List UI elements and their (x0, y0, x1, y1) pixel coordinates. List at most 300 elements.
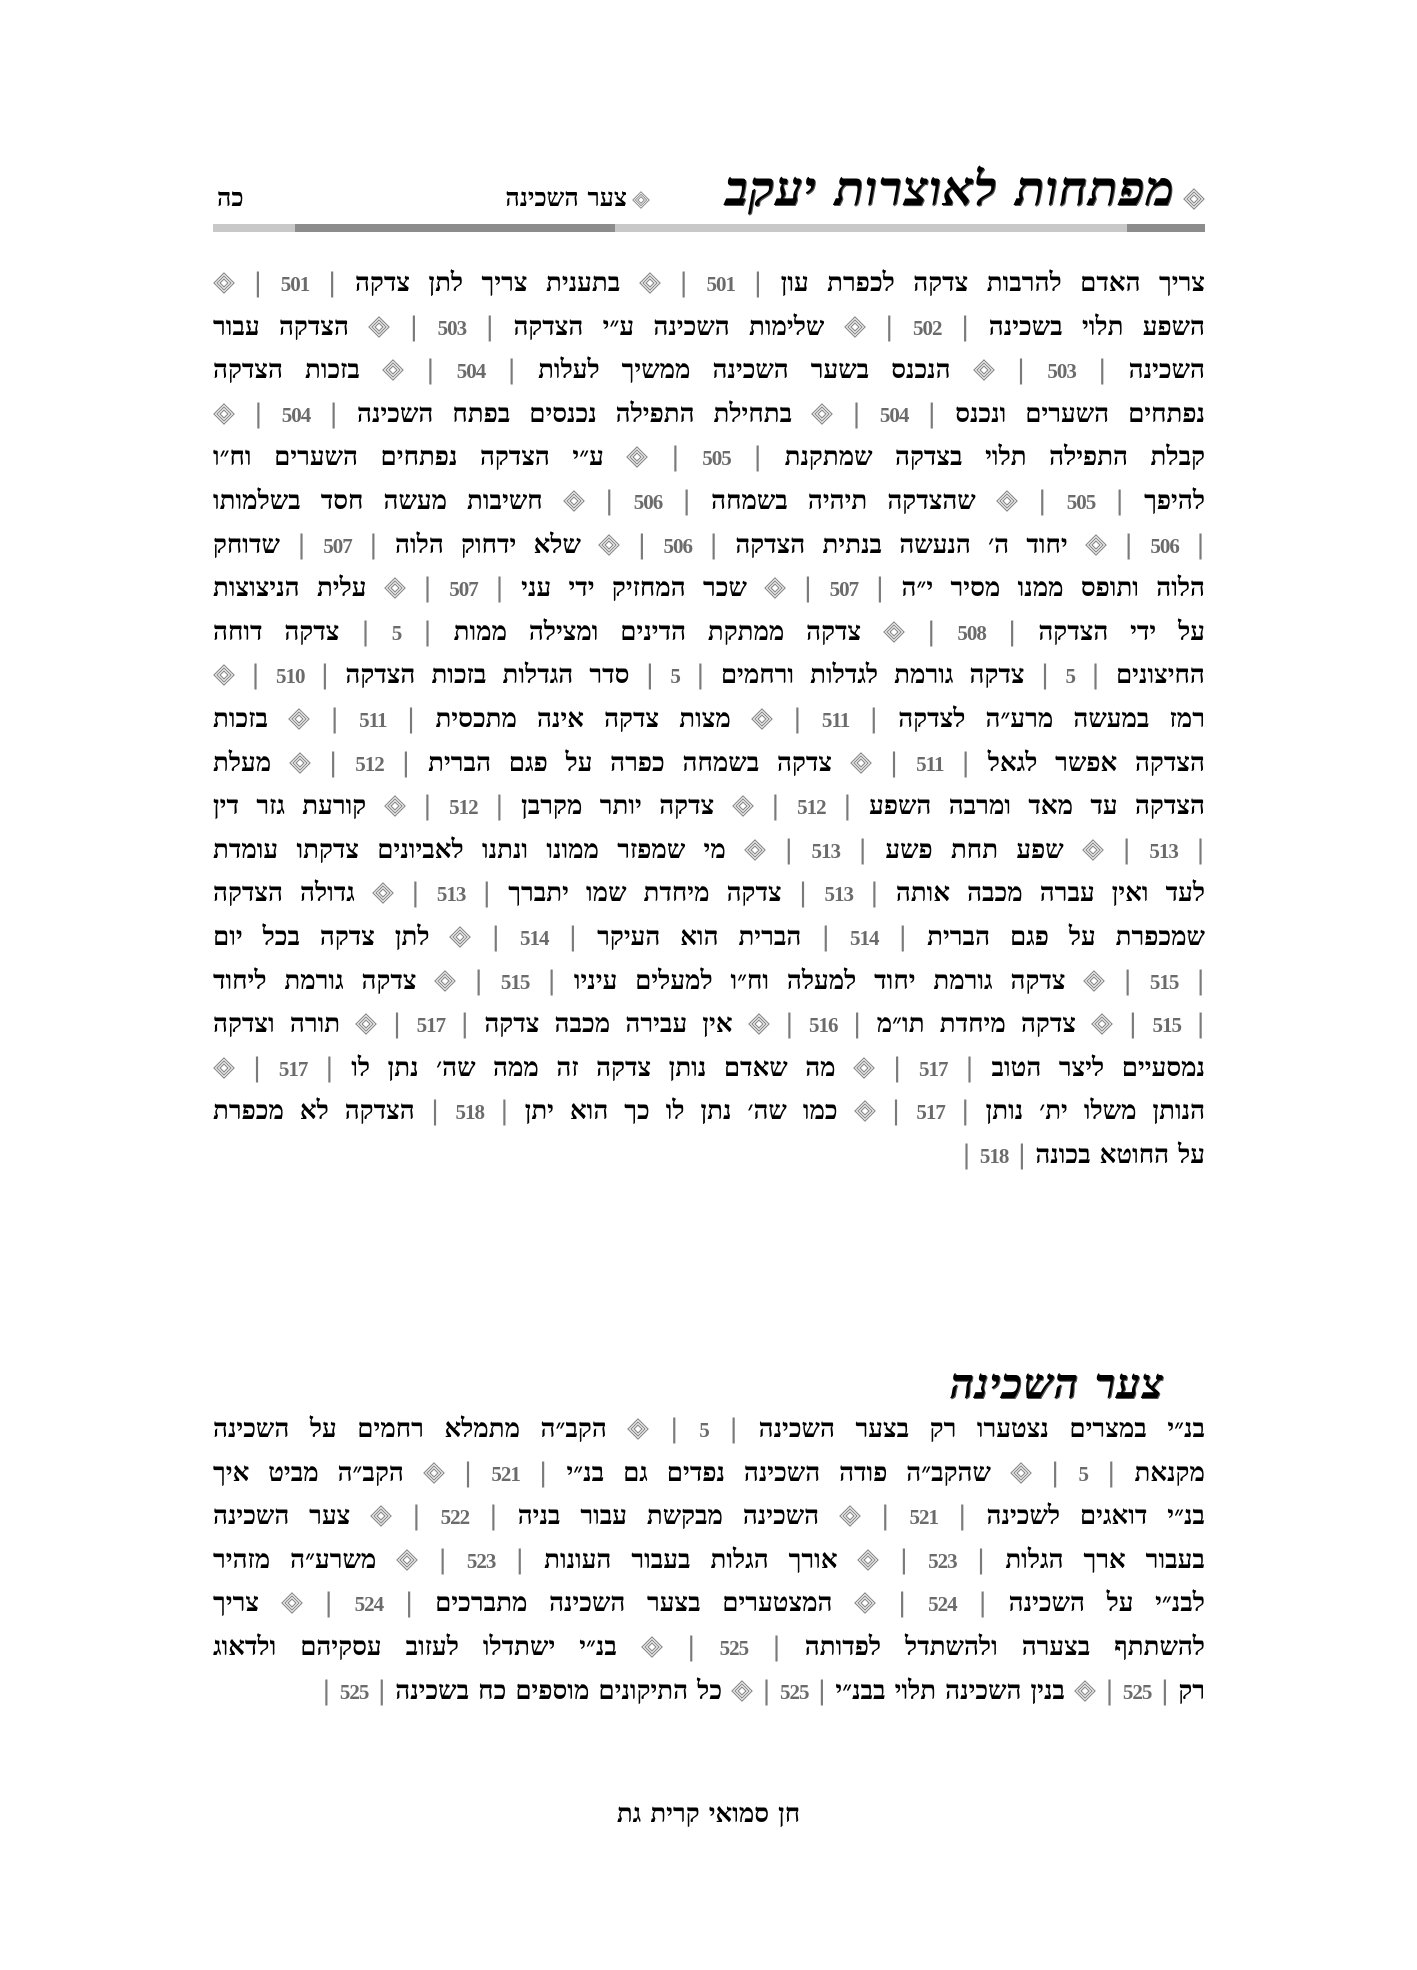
diamond-icon (811, 403, 833, 425)
entry-title: הלוה ותופס ממנו מסיר י״ה (901, 573, 1206, 604)
diamond-icon (996, 490, 1018, 512)
page-reference: 507 (449, 577, 478, 602)
entry-title: קורעת גזר דין (213, 791, 367, 822)
page-reference: 506 (633, 489, 663, 514)
entry-title: שכר המחזיק ידי עני (521, 573, 747, 604)
separator-bar: | (320, 660, 330, 691)
page-reference: 524 (354, 1592, 384, 1617)
page-reference: 513 (436, 882, 466, 907)
diamond-icon (1083, 970, 1105, 992)
index-line (213, 916, 1205, 960)
separator-bar: | (1196, 529, 1205, 560)
entry-title: רק (1178, 1675, 1205, 1706)
page-footer: חן סמואי קרית גת (616, 1799, 801, 1829)
diamond-icon (627, 1418, 649, 1440)
page-reference: 524 (928, 1592, 957, 1617)
separator-bar: | (682, 485, 692, 516)
separator-bar: | (842, 791, 852, 822)
index-line (213, 785, 1205, 829)
page-reference: 511 (916, 751, 944, 776)
separator-bar: | (327, 268, 337, 298)
separator-bar: | (474, 965, 483, 996)
header-rule-bar (213, 224, 1205, 232)
separator-bar: | (898, 921, 908, 952)
page-reference: 507 (323, 533, 352, 558)
diamond-icon (382, 359, 404, 381)
separator-bar: | (491, 921, 501, 952)
diamond-icon (213, 1057, 235, 1079)
entry-title: שדוחק (213, 529, 280, 560)
entry-title: לבנ״י על השכינה (1008, 1588, 1205, 1619)
separator-bar: | (1124, 529, 1134, 560)
separator-bar: | (568, 921, 578, 952)
separator-bar: | (426, 355, 435, 386)
separator-bar: | (1037, 485, 1047, 516)
page-reference: 506 (663, 533, 692, 558)
separator-bar: | (978, 1588, 988, 1619)
index-line (213, 1626, 1205, 1670)
page-reference: 523 (928, 1548, 957, 1573)
diamond-icon (853, 1057, 875, 1079)
page-reference: 505 (702, 446, 731, 471)
separator-bar: | (330, 703, 340, 734)
index-line (213, 1670, 1205, 1714)
separator-bar: | (753, 442, 763, 473)
entry-title: בתענית צריך לתן צדקה (354, 268, 621, 298)
page-reference: 517 (919, 1056, 948, 1081)
entry-title: לתן צדקה בכל יום (213, 921, 430, 952)
entry-title: צדקה מיחדת שמו יתברך (508, 878, 782, 909)
diamond-icon (1082, 839, 1104, 861)
entry-title: להשתתף בצערה ולהשתדל לפדותה (804, 1631, 1205, 1662)
page-reference: 515 (1152, 1013, 1181, 1038)
diamond-icon (732, 795, 754, 817)
separator-bar: | (324, 1588, 333, 1619)
separator-bar: | (604, 485, 614, 516)
separator-bar: | (709, 529, 719, 560)
separator-bar: | (870, 878, 879, 909)
entry-title: מעלת (213, 747, 272, 778)
separator-bar: | (422, 791, 432, 822)
diamond-icon (854, 1100, 876, 1122)
separator-bar: | (499, 1096, 509, 1127)
separator-bar: | (1016, 355, 1026, 386)
diamond-icon (850, 752, 872, 774)
page-reference: 522 (440, 1505, 470, 1530)
diamond-icon (355, 1013, 377, 1035)
book-title: מפתחות לאוצרות יעקב (724, 161, 1175, 217)
diamond-icon (449, 926, 471, 948)
page-reference: 516 (809, 1013, 838, 1038)
page-reference: 515 (1149, 969, 1179, 994)
separator-bar: | (377, 1675, 387, 1706)
separator-bar: | (645, 660, 655, 691)
separator-bar: | (821, 921, 831, 952)
diamond-icon (751, 708, 773, 730)
page-reference: 506 (1150, 533, 1179, 558)
diamond-icon (288, 708, 310, 730)
entry-title: כמו שה׳ נתן לו כך הוא יתן (524, 1096, 838, 1127)
page-reference: 5 (699, 1418, 709, 1442)
separator-bar: | (679, 268, 688, 298)
index-entries-block (213, 262, 1205, 1177)
page-reference: 513 (1149, 838, 1178, 863)
entry-title: על ידי הצדקה (1038, 616, 1205, 647)
index-line (213, 480, 1205, 524)
diamond-icon (854, 1592, 876, 1614)
page-reference: 502 (912, 315, 942, 340)
index-line (213, 567, 1205, 611)
separator-bar: | (1160, 1675, 1170, 1706)
separator-bar: | (423, 573, 432, 604)
separator-bar: | (1105, 1675, 1114, 1706)
entry-title: עלית הניצוצות (213, 573, 367, 604)
page-reference: 512 (449, 795, 478, 820)
page-number: כה (217, 183, 244, 212)
separator-bar: | (817, 1675, 827, 1706)
separator-bar: | (976, 1544, 986, 1575)
entry-title: הצדקה עד מאד ומרבה השפע (869, 791, 1205, 822)
separator-bar: | (957, 1501, 967, 1532)
separator-bar: | (961, 747, 971, 778)
separator-bar: | (460, 1009, 470, 1040)
page-reference: 501 (280, 272, 310, 296)
separator-bar: | (485, 311, 495, 342)
index-line (213, 872, 1205, 916)
separator-bar: | (753, 268, 763, 298)
entry-title: בתחילת התפילה נכנסים בפתח השכינה (357, 398, 793, 429)
entry-title: שהקב״ה פודה השכינה נפדים גם בנ״י (566, 1457, 991, 1488)
page-reference: 514 (520, 925, 549, 950)
page-reference: 505 (1066, 489, 1096, 514)
index-line (213, 654, 1205, 698)
entry-title: צער השכינה (213, 1501, 351, 1532)
page-reference: 504 (879, 402, 909, 427)
separator-bar: | (328, 747, 338, 778)
diamond-icon (370, 1505, 392, 1527)
separator-bar: | (369, 529, 378, 560)
separator-bar: | (438, 1544, 447, 1575)
entry-title: להיפך (1144, 485, 1205, 516)
separator-bar: | (852, 1009, 862, 1040)
entry-title: צדקה ממתקת הדינים ומצילה ממות (453, 616, 862, 647)
diamond-icon (632, 191, 650, 209)
diamond-icon (748, 1013, 770, 1035)
diamond-icon (213, 272, 235, 294)
page-reference: 521 (491, 1461, 520, 1486)
page-reference: 517 (916, 1100, 945, 1125)
diamond-icon (1074, 1680, 1096, 1702)
entry-title: מי שמפזר ממונו ונתנו לאביונים צדקתו עומדת (213, 834, 726, 865)
separator-bar: | (482, 878, 492, 909)
entry-title: שפע תחת פשע (885, 834, 1064, 865)
index-line (213, 1452, 1205, 1496)
index-line (213, 1539, 1205, 1583)
entry-title: יחוד ה׳ הנעשה בנתית הצדקה (735, 529, 1068, 560)
separator-bar: | (852, 398, 861, 429)
entry-title: בזכות הצדקה (213, 355, 360, 386)
entry-title: שהצדקה תיהיה בשמחה (711, 485, 976, 516)
separator-bar: | (1115, 485, 1125, 516)
page-reference: 507 (829, 577, 859, 602)
entry-title: שלימות השכינה ע״י הצדקה (513, 311, 825, 342)
page-reference: 515 (500, 969, 530, 994)
separator-bar: | (884, 311, 894, 342)
separator-bar: | (324, 1052, 334, 1083)
index-line (213, 393, 1205, 437)
entry-title: בזכות (213, 703, 268, 734)
entry-title: צדקה יותר מקרבן (521, 791, 715, 822)
separator-bar: | (875, 573, 885, 604)
diamond-icon (839, 1505, 861, 1527)
separator-bar: | (494, 791, 504, 822)
diamond-icon (598, 534, 620, 556)
entry-title: בנ״י דואגים לשכינה (986, 1501, 1205, 1532)
diamond-icon (384, 577, 406, 599)
separator-bar: | (772, 1631, 781, 1662)
diamond-icon (563, 490, 585, 512)
separator-bar: | (430, 1096, 440, 1127)
index-line (213, 524, 1205, 568)
diamond-icon (844, 316, 866, 338)
separator-bar: | (411, 878, 420, 909)
entry-title: אורך הגלות בעבור העונות (544, 1544, 838, 1575)
separator-bar: | (392, 1009, 402, 1040)
entry-title: צריך האדם להרבות צדקה לכפרת עון (780, 268, 1205, 298)
entry-title: הצדקה לא מכפרת (213, 1096, 415, 1127)
index-line (213, 742, 1205, 786)
separator-bar: | (670, 442, 680, 473)
entry-title: על החוטא בכונה (1035, 1139, 1205, 1170)
separator-bar: | (798, 878, 808, 909)
entry-title: צדקה דוחה (213, 616, 340, 647)
index-line (213, 1003, 1205, 1047)
separator-bar: | (547, 965, 556, 996)
index-line (213, 349, 1205, 393)
page-reference: 517 (278, 1056, 308, 1081)
separator-bar: | (1106, 1457, 1116, 1488)
header-bar-segment (213, 224, 295, 232)
separator-bar: | (926, 616, 936, 647)
separator-bar: | (1017, 1139, 1027, 1170)
diamond-icon (434, 970, 456, 992)
entry-title: משרע״ה מזהיר (213, 1544, 377, 1575)
separator-bar: | (1097, 355, 1107, 386)
entry-title: צדקה גורמת יחוד למעלה וח״ו למעלים עיניו (573, 965, 1066, 996)
separator-bar: | (1007, 616, 1017, 647)
separator-bar: | (695, 660, 705, 691)
separator-bar: | (869, 703, 879, 734)
entry-title: הברית הוא העיקר (597, 921, 802, 952)
diamond-icon (1010, 1462, 1032, 1484)
separator-bar: | (361, 616, 370, 647)
entry-title: ע״י הצדקה נפתחים השערים וח״ו (213, 442, 604, 473)
page-reference: 511 (359, 707, 387, 732)
entry-title: נמסעיים ליצר הטוב (991, 1052, 1205, 1083)
index-line (213, 1495, 1205, 1539)
page-reference: 518 (979, 1143, 1009, 1168)
separator-bar: | (1196, 1009, 1205, 1040)
entry-title: גדולה הצדקה (213, 878, 355, 909)
separator-bar: | (297, 529, 306, 560)
separator-bar: | (770, 791, 780, 822)
separator-bar: | (1123, 965, 1132, 996)
separator-bar: | (322, 1675, 331, 1706)
diamond-icon (396, 1549, 418, 1571)
entry-title: המצטערים בצער השכינה מתברכים (435, 1588, 833, 1619)
entry-title: הקב״ה מתמלא רחמים על השכינה (213, 1414, 607, 1444)
entry-title: הצדקה אפשר לגאל (987, 747, 1205, 778)
separator-bar: | (784, 834, 794, 865)
separator-bar: | (897, 1588, 907, 1619)
separator-bar: | (515, 1544, 525, 1575)
entry-title: החיצונים (1115, 660, 1205, 691)
separator-bar: | (899, 1544, 909, 1575)
diamond-icon (384, 795, 406, 817)
entry-title: אין עבירה מכבה צדקה (484, 1009, 733, 1040)
diamond-icon (857, 1549, 879, 1571)
header-bar-segment (615, 224, 1127, 232)
diamond-icon (372, 882, 394, 904)
diamond-icon (289, 752, 311, 774)
section-heading: צער השכינה (949, 1359, 1164, 1408)
separator-bar: | (254, 398, 263, 429)
page-reference: 525 (719, 1635, 749, 1660)
diamond-icon (731, 1680, 753, 1702)
page-reference: 503 (1047, 359, 1076, 384)
diamond-icon (883, 621, 905, 643)
separator-bar: | (329, 398, 339, 429)
page-reference: 513 (824, 882, 853, 907)
entry-title: מה שאדם נותן צדקה זה ממה שה׳ נתן לו (351, 1052, 836, 1083)
separator-bar: | (404, 1588, 414, 1619)
index-line (213, 1134, 1205, 1178)
separator-bar: | (891, 1096, 901, 1127)
separator-bar: | (729, 1414, 739, 1444)
separator-bar: | (686, 1631, 696, 1662)
diamond-icon (973, 359, 995, 381)
separator-bar: | (1091, 660, 1100, 691)
index-line (213, 698, 1205, 742)
diamond-icon (1091, 1013, 1113, 1035)
separator-bar: | (1050, 1457, 1060, 1488)
entry-title: השכינה מבקשת עבור בניה (517, 1501, 820, 1532)
separator-bar: | (409, 311, 419, 342)
separator-bar: | (1128, 1009, 1138, 1040)
entry-title: לעד ואין עברה מכבה אותה (895, 878, 1205, 909)
page-reference: 523 (466, 1548, 496, 1573)
entry-title: בנ״י ישתדלו לעזוב עסקיהם ולדאוג (213, 1631, 617, 1662)
running-header (213, 158, 1205, 224)
index-line (213, 1090, 1205, 1134)
page-reference: 5 (1078, 1461, 1088, 1486)
separator-bar: | (669, 1414, 679, 1444)
entry-title: הקב״ה מביט איך (213, 1457, 404, 1488)
entry-title: מקנאת (1134, 1457, 1205, 1488)
separator-bar: | (1122, 834, 1132, 865)
separator-bar: | (892, 1052, 902, 1083)
running-section-name: צער השכינה (505, 183, 627, 212)
diamond-icon (368, 316, 390, 338)
diamond-icon (641, 1636, 663, 1658)
entry-title: בנין השכינה תלוי בבנ״י (835, 1675, 1065, 1706)
entry-title: הנותן משלו ית׳ נותן (985, 1096, 1206, 1127)
separator-bar: | (423, 616, 432, 647)
page-reference: 525 (1122, 1679, 1152, 1704)
header-bar-segment (1127, 224, 1205, 232)
index-line (213, 1408, 1205, 1452)
entry-title: נפתחים השערים ונכנס (955, 398, 1205, 429)
separator-bar: | (1196, 834, 1205, 865)
diamond-icon (213, 403, 235, 425)
entry-title: בנ״י במצרים נצטערו רק בצער השכינה (758, 1414, 1205, 1444)
header-bar-segment (295, 224, 615, 232)
index-line (213, 1582, 1205, 1626)
entry-title: מצות צדקה אינה מתכסית (435, 703, 731, 734)
entry-title: חשיבות מעשה חסד בשלמותו (213, 485, 543, 516)
separator-bar: | (401, 747, 411, 778)
index-line (213, 829, 1205, 873)
diamond-icon (764, 577, 786, 599)
separator-bar: | (965, 1052, 974, 1083)
page-reference: 508 (957, 620, 986, 645)
separator-bar: | (793, 703, 802, 734)
diamond-icon (423, 1462, 445, 1484)
separator-bar: | (538, 1457, 548, 1488)
diamond-icon (639, 272, 661, 294)
page-reference: 504 (281, 402, 311, 427)
separator-bar: | (858, 834, 868, 865)
page-reference: 5 (391, 620, 402, 645)
index-line (213, 1047, 1205, 1091)
page-reference: 5 (1065, 664, 1075, 689)
separator-bar: | (927, 398, 937, 429)
entry-title: צדקה בשמחה כפרה על פגם הברית (428, 747, 833, 778)
separator-bar: | (960, 311, 970, 342)
separator-bar: | (1196, 965, 1205, 996)
page-reference: 521 (909, 1505, 939, 1530)
index-line (213, 306, 1205, 350)
diamond-icon (213, 664, 235, 686)
separator-bar: | (252, 1052, 262, 1083)
entry-title: שמכפרת על פגם הברית (927, 921, 1205, 952)
separator-bar: | (412, 1501, 421, 1532)
index-line (213, 611, 1205, 655)
separator-bar: | (1040, 660, 1050, 691)
diamond-icon (281, 1592, 303, 1614)
page-reference: 503 (437, 315, 467, 340)
entry-title: הנכנס בשער השכינה ממשיך לעלות (538, 355, 951, 386)
separator-bar: | (785, 1009, 794, 1040)
page-reference: 513 (811, 838, 840, 863)
separator-bar: | (463, 1457, 473, 1488)
separator-bar: | (637, 529, 647, 560)
page-reference: 518 (455, 1100, 484, 1125)
separator-bar: | (960, 1096, 970, 1127)
separator-bar: | (507, 355, 517, 386)
page-reference: 512 (797, 795, 826, 820)
separator-bar: | (495, 573, 504, 604)
page-reference: 510 (275, 664, 305, 689)
entry-title: צדקה מיחדת תו״מ (876, 1009, 1076, 1040)
entry-title: צדקה גורמת ליחוד (213, 965, 417, 996)
separator-bar: | (489, 1501, 498, 1532)
separator-bar: | (251, 660, 260, 691)
page-reference: 501 (706, 272, 735, 296)
index-line (213, 960, 1205, 1004)
entry-title: השכינה (1128, 355, 1205, 386)
separator-bar: | (762, 1675, 771, 1706)
